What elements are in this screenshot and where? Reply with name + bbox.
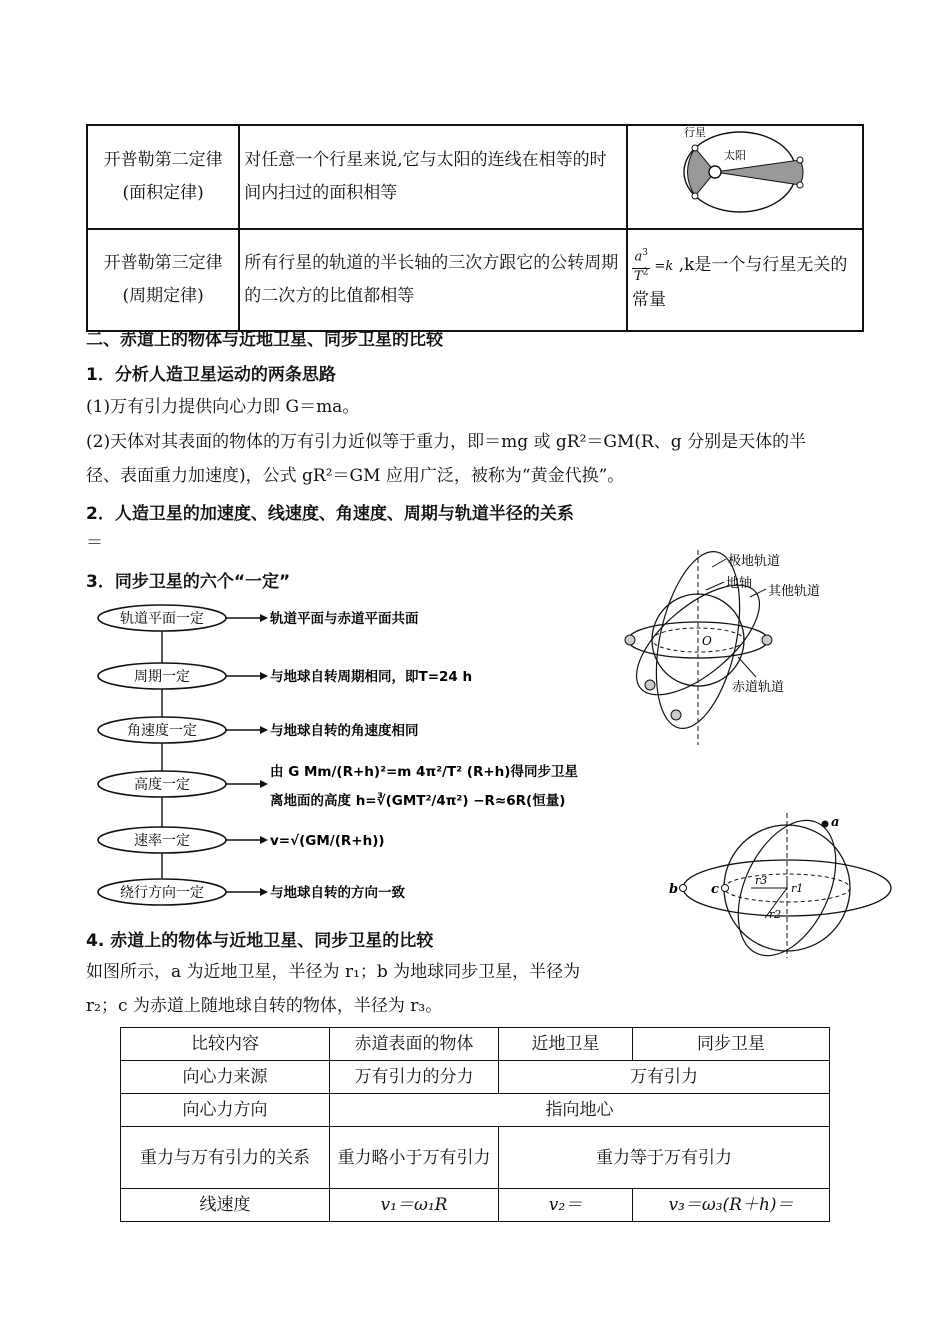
planet-label: 行星 — [683, 126, 706, 139]
flow-item-3 — [98, 717, 419, 743]
label-b: b — [669, 882, 679, 897]
polar-orbit-label: 极地轨道 — [728, 554, 781, 569]
s1-p2b: 径、表面重力加速度)，公式 gR²＝GM 应用广泛，被称为“黄金代换”。 — [86, 466, 625, 486]
law3-formula-cell: $a^3$ $T^2 =k$ ,k是一个与行星无关的常量 — [627, 229, 863, 331]
t2-r4c0: 线速度 — [121, 1189, 330, 1222]
equator-orbit-label: 赤道轨道 — [732, 680, 785, 695]
other-orbit-label: 其他轨道 — [768, 584, 821, 599]
kepler-ellipse-figure — [632, 126, 858, 216]
kepler-table — [86, 124, 864, 332]
t2-r2c1: 指向地心 — [330, 1094, 830, 1127]
label-a: a — [831, 815, 840, 830]
flow-desc-3: 与地球自转的角速度相同 — [270, 723, 419, 739]
t2-r1c0: 向心力来源 — [121, 1061, 330, 1094]
law2-name: 开普勒第二定律 — [103, 150, 223, 170]
s1-title: 1．分析人造卫星运动的两条思路 — [86, 365, 336, 385]
label-r3: r3 — [755, 874, 768, 887]
flow-box-3: 角速度一定 — [127, 723, 197, 739]
t2-r4c1: v₁＝ω₁R — [330, 1189, 499, 1222]
kepler3-formula: $a^3$ $T^2$ — [633, 247, 649, 285]
t2-r1c2: 万有引力 — [499, 1061, 830, 1094]
s3-title: 3．同步卫星的六个“一定” — [86, 572, 291, 592]
law2-content: 对任意一个行星来说,它与太阳的连线在相等的时间内扫过的面积相等 — [239, 125, 627, 229]
s1-p1: (1)万有引力提供向心力即 G＝ma。 — [86, 397, 360, 417]
t2-r4c2: v₂＝ — [499, 1189, 633, 1222]
flow-box-4: 高度一定 — [134, 777, 190, 793]
t2-h0: 比较内容 — [121, 1028, 330, 1061]
t2-r3c1: 重力略小于万有引力 — [330, 1127, 499, 1189]
law2-sub: (面积定律) — [122, 183, 204, 203]
s4-p1: 如图所示，a 为近地卫星，半径为 r₁；b 为地球同步卫星，半径为 — [86, 962, 581, 982]
flow-item-5 — [98, 827, 385, 853]
t2-h1: 赤道表面的物体 — [330, 1028, 499, 1061]
t2-r2c0: 向心力方向 — [121, 1094, 330, 1127]
flow-desc-4: 由 G Mm/(R+h)²=m 4π²/T² (R+h)得同步卫星 — [270, 764, 578, 780]
s4-p2: r₂；c 为赤道上随地球自转的物体，半径为 r₃。 — [86, 996, 443, 1016]
flow-box-6: 绕行方向一定 — [120, 885, 204, 901]
law3-cell — [87, 229, 239, 331]
flow-box-2: 周期一定 — [134, 669, 190, 685]
flow-box-1: 轨道平面一定 — [120, 611, 204, 627]
label-r1: r1 — [791, 882, 804, 895]
t2-r3c2: 重力等于万有引力 — [499, 1127, 830, 1189]
flow-box-5: 速率一定 — [134, 833, 190, 849]
s2-title: 2．人造卫星的加速度、线速度、角速度、周期与轨道半径的关系 — [86, 504, 574, 524]
label-c: c — [711, 882, 719, 897]
flow-desc-4b: 离地面的高度 h=∛(GMT²/4π²) −R≈6R(恒量) — [270, 793, 566, 809]
flow-desc-5: v=√(GM/(R+h)) — [270, 833, 385, 849]
flow-desc-6: 与地球自转的方向一致 — [270, 885, 405, 901]
flow-item-1 — [98, 605, 419, 631]
orbit-types-figure — [620, 545, 850, 755]
s1-p2a: (2)天体对其表面的物体的万有引力近似等于重力，即＝mg 或 gR²＝GM(R、g 分别是天体的半 — [86, 432, 807, 452]
label-r2: r2 — [769, 908, 782, 921]
t2-r1c1: 万有引力的分力 — [330, 1061, 499, 1094]
t2-h3: 同步卫星 — [633, 1028, 830, 1061]
flow-desc-2: 与地球自转周期相同，即T=24 h — [270, 669, 473, 685]
law3-content: 所有行星的轨道的半长轴的三次方跟它的公转周期的二次方的比值都相等 — [239, 229, 627, 331]
t2-h2: 近地卫星 — [499, 1028, 633, 1061]
comparison-table — [120, 1027, 830, 1222]
flow-item-2 — [98, 663, 472, 689]
section2-title: 二、赤道上的物体与近地卫星、同步卫星的比较 — [86, 330, 443, 350]
law2-figure-cell — [627, 125, 863, 229]
abc-satellite-figure — [665, 808, 900, 963]
law2-cell — [87, 125, 239, 229]
earth-axis-label: 地轴 — [726, 576, 753, 591]
orbit-o-label: O — [702, 634, 712, 648]
sun-label: 太阳 — [723, 149, 746, 162]
sync-satellite-flowchart — [90, 598, 610, 908]
s4-title: 4. 赤道上的物体与近地卫星、同步卫星的比较 — [86, 931, 434, 951]
flow-desc-1: 轨道平面与赤道平面共面 — [270, 611, 419, 627]
flow-item-4 — [98, 763, 578, 809]
t2-r4c3: v₃＝ω₃(R＋h)＝ — [633, 1189, 830, 1222]
law3-sub: (周期定律) — [122, 286, 204, 306]
flow-item-6 — [98, 879, 405, 905]
kepler3-tail: ,k是一个与行星无关的常量 — [631, 254, 848, 311]
law3-name: 开普勒第三定律 — [103, 253, 223, 273]
s2-eq: ＝ — [86, 533, 103, 553]
t2-r3c0: 重力与万有引力的关系 — [121, 1127, 330, 1189]
